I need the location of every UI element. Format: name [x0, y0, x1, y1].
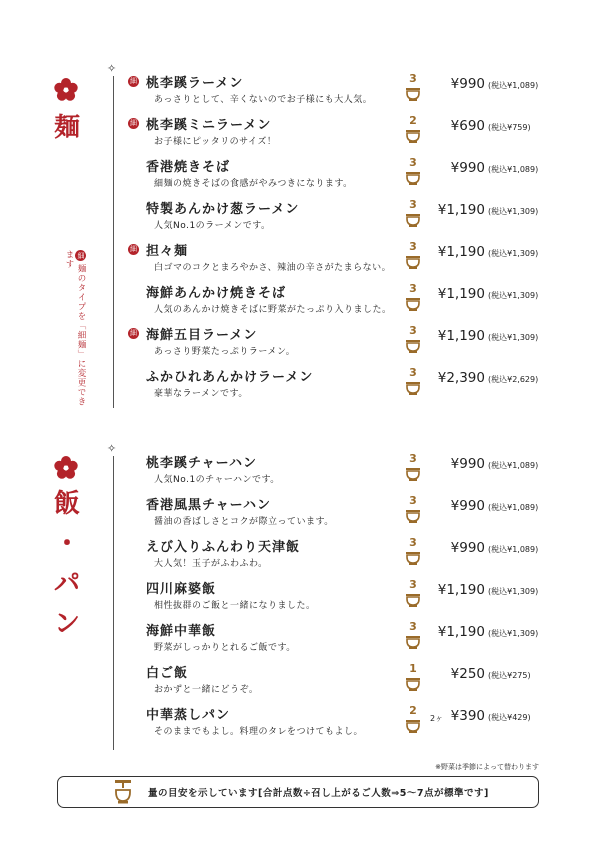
bowl-icon — [404, 536, 422, 566]
menu-item — [0, 114, 595, 154]
item-description: 細麺の焼きそばの食感がやみつきになります。 — [154, 179, 353, 189]
item-price: ¥1,190 — [437, 582, 485, 598]
portion-points: 3 — [409, 324, 417, 337]
item-price-tax: (税込¥429) — [488, 713, 531, 722]
item-price-tax: (税込¥759) — [488, 123, 531, 132]
item-price-tax: (税込¥1,089) — [488, 165, 539, 174]
item-name: 桃李蹊チャーハン — [146, 456, 257, 471]
portion-points: 3 — [409, 240, 417, 253]
item-price-tax: (税込¥1,089) — [488, 461, 539, 470]
item-price-tax: (税込¥1,089) — [488, 545, 539, 554]
thin-noodle-badge: 細 — [130, 329, 137, 337]
item-price-tax: (税込¥1,309) — [488, 629, 539, 638]
title-char: ン — [53, 609, 80, 639]
item-description: 豪華なラーメンです。 — [154, 389, 248, 399]
portion-points: 3 — [409, 494, 417, 507]
menu-item — [0, 620, 595, 660]
menu-item — [0, 240, 595, 280]
menu-item — [0, 72, 595, 112]
legend-text: 量の目安を示しています[合計点数÷召し上がるご人数⇒5〜7点が標準です] — [148, 788, 489, 799]
portion-points: 1 — [409, 662, 417, 675]
thin-noodle-badge: 細 — [130, 77, 137, 85]
sparkle-icon: ✧ — [107, 442, 117, 455]
title-char: 飯 — [53, 489, 80, 519]
item-name: 四川麻婆飯 — [146, 582, 217, 597]
portion-points: 3 — [409, 578, 417, 591]
portion-points: 3 — [409, 452, 417, 465]
item-price: ¥1,190 — [437, 244, 485, 260]
item-description: 相性抜群のご飯と一緒になりました。 — [154, 601, 316, 611]
bowl-icon — [404, 704, 422, 734]
legend-box — [57, 776, 539, 808]
item-name: 担々麺 — [146, 244, 189, 259]
item-description: あっさり野菜たっぷりラーメン。 — [154, 347, 296, 357]
item-price-tax: (税込¥1,089) — [488, 81, 539, 90]
title-char: パ — [53, 569, 80, 599]
item-price-tax: (税込¥1,309) — [488, 249, 539, 258]
sparkle-icon: ✧ — [107, 62, 117, 75]
item-price-tax: (税込¥1,309) — [488, 207, 539, 216]
portion-points: 2 — [409, 114, 417, 127]
rice-section — [0, 442, 595, 752]
menu-item — [0, 366, 595, 406]
portion-points: 3 — [409, 282, 417, 295]
portion-points: 3 — [409, 536, 417, 549]
item-name: 香港焼きそば — [146, 160, 231, 175]
item-price: ¥1,190 — [437, 328, 485, 344]
menu-item — [0, 198, 595, 238]
item-description: 大人気！玉子がふわふわ。 — [154, 559, 268, 569]
portion-points: 3 — [409, 156, 417, 169]
item-name: 香港風黒チャーハン — [146, 498, 271, 513]
item-name: 海鮮五目ラーメン — [146, 328, 258, 343]
item-description: 醤油の香ばしさとコクが際立っています。 — [154, 517, 334, 527]
item-price-tax: (税込¥1,309) — [488, 291, 539, 300]
item-name: 白ご飯 — [146, 666, 189, 681]
bowl-icon — [404, 366, 422, 396]
menu-item — [0, 324, 595, 364]
portion-points: 3 — [409, 620, 417, 633]
bowl-icon — [404, 662, 422, 692]
bowl-icon — [404, 452, 422, 482]
item-name: 特製あんかけ葱ラーメン — [146, 202, 300, 217]
bowl-icon — [114, 779, 132, 805]
bowl-icon — [404, 578, 422, 608]
item-price: ¥390 — [450, 708, 485, 724]
item-description: 人気No.1のラーメンです。 — [154, 221, 271, 231]
thin-noodle-badge: 細 — [130, 245, 137, 253]
menu-item — [0, 156, 595, 196]
bowl-icon — [404, 156, 422, 186]
item-description: 白ゴマのコクとまろやかさ、辣油の辛さがたまらない。 — [154, 263, 392, 273]
title-char: ・ — [53, 529, 80, 559]
item-description: そのままでもよし。料理のタレをつけてもよし。 — [154, 727, 364, 737]
item-name: 海鮮中華飯 — [146, 624, 217, 639]
section-title-noodle: 麺 — [53, 113, 80, 143]
item-description: おかずと一緒にどうぞ。 — [154, 685, 259, 695]
menu-item — [0, 662, 595, 702]
item-name: 中華蒸しパン — [146, 708, 231, 723]
item-price: ¥990 — [450, 76, 485, 92]
item-description: 人気No.1のチャーハンです。 — [154, 475, 280, 485]
thin-noodle-badge: 細 — [130, 119, 137, 127]
item-description: あっさりとして、辛くないのでお子様にも大人気。 — [154, 95, 373, 105]
portion-points: 2 — [409, 704, 417, 717]
item-description: お子様にピッタリのサイズ！ — [154, 137, 277, 147]
bowl-icon — [404, 494, 422, 524]
item-price-tax: (税込¥1,309) — [488, 587, 539, 596]
bowl-icon — [404, 198, 422, 228]
bowl-icon — [404, 72, 422, 102]
thin-noodle-badge: 細 — [77, 251, 85, 260]
menu-item — [0, 452, 595, 492]
item-price-tax: (税込¥1,089) — [488, 503, 539, 512]
item-name: えび入りふんわり天津飯 — [146, 540, 301, 555]
item-name: 桃李蹊ミニラーメン — [146, 118, 272, 133]
item-name: 桃李蹊ラーメン — [146, 76, 244, 91]
item-description: 人気のあんかけ焼きそばに野菜がたっぷり入りました。 — [154, 305, 392, 315]
item-price: ¥690 — [450, 118, 485, 134]
menu-item — [0, 578, 595, 618]
item-price: ¥1,190 — [437, 286, 485, 302]
item-price: ¥250 — [450, 666, 485, 682]
item-quantity: 2ヶ — [430, 714, 444, 723]
portion-points: 3 — [409, 72, 417, 85]
noodle-note-text: 麺のタイプを「細麺」に変更できます — [64, 250, 86, 407]
item-price: ¥990 — [450, 456, 485, 472]
bowl-icon — [404, 240, 422, 270]
item-description: 野菜がしっかりとれるご飯です。 — [154, 643, 296, 653]
item-price: ¥1,190 — [437, 624, 485, 640]
menu-item — [0, 536, 595, 576]
portion-points: 3 — [409, 366, 417, 379]
item-price: ¥990 — [450, 540, 485, 556]
menu-item — [0, 494, 595, 534]
menu-item — [0, 704, 595, 744]
item-name: ふかひれあんかけラーメン — [146, 370, 314, 385]
footnote: ※野菜は季節によって替わります — [435, 763, 539, 771]
item-price-tax: (税込¥2,629) — [488, 375, 539, 384]
menu-item — [0, 282, 595, 322]
bowl-icon — [404, 114, 422, 144]
item-price: ¥990 — [450, 160, 485, 176]
item-name: 海鮮あんかけ焼きそば — [146, 286, 287, 301]
noodle-section — [0, 60, 595, 410]
item-price-tax: (税込¥1,309) — [488, 333, 539, 342]
bowl-icon — [404, 282, 422, 312]
item-price: ¥990 — [450, 498, 485, 514]
bowl-icon — [404, 620, 422, 650]
portion-points: 3 — [409, 198, 417, 211]
item-price-tax: (税込¥275) — [488, 671, 531, 680]
bowl-icon — [404, 324, 422, 354]
item-price: ¥1,190 — [437, 202, 485, 218]
item-price: ¥2,390 — [437, 370, 485, 386]
